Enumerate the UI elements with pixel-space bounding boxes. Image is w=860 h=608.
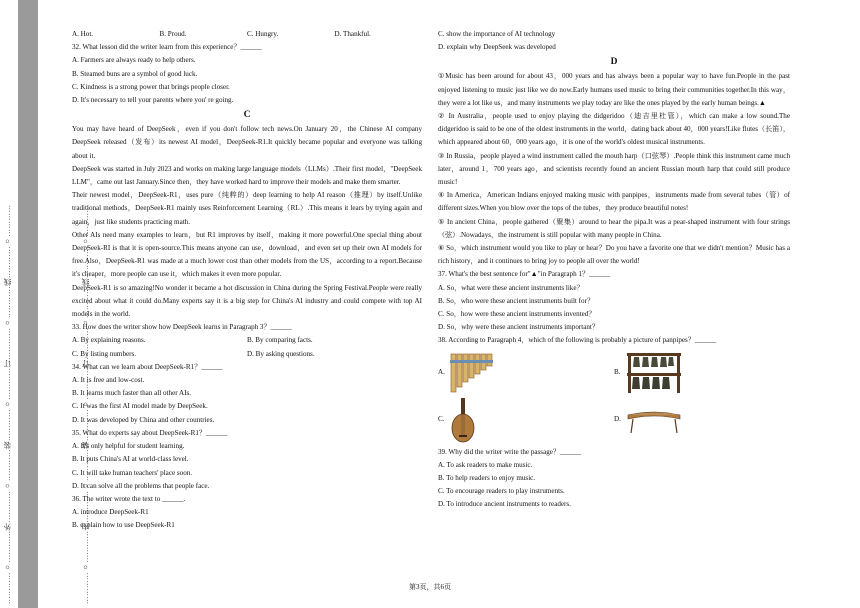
- passage-d-paragraph-3: ③ In Russia，people played a wind instrument called the mouth harp（口弦琴）.People think this instrument came much later，around 1，700 years ago，and scientists recently found an ancient Russian mouth harp that could still produce music!: [438, 151, 790, 187]
- q38-picture-options: [438, 350, 790, 444]
- passage-d-paragraph-5: ⑤ In ancient China，people gathered（聚集）around to hear the pipa.It was a pear-shaped instrument with four strings（弦）.Nowadays，the instrument is still popular with many people in China.: [438, 217, 790, 239]
- guzheng-icon: [625, 405, 683, 435]
- q38-option-c-label: C.: [438, 415, 445, 424]
- q34-option-c: C. It was the first AI model made by DeepSeek.: [72, 402, 208, 411]
- q36-question: 36. The writer wrote the text to ______.: [72, 494, 186, 503]
- q36-option-c: C. show the importance of AI technology: [438, 30, 556, 38]
- passage-c-paragraph-4: Other AIs need many examples to learn，but R1 improves by itself，making it more powerful.One special thing about DeepSeek-RI is that it is open-source.This means anyone can use，download，and even set up their own AI models for free.Also，DeepSeek-R1 was made at a much lower cost than other models from the US，according to a report.Because it's cheaper，more people can use it，which makes it even more popular.: [72, 230, 422, 279]
- q34-option-a: A. It is free and low-cost.: [72, 376, 145, 385]
- passage-d-paragraph-1: ①Music has been around for about 43，000 years and has always been a popular way to have fun.People in the past enjoyed listening to music just like we do now.Early humans used music to bring their communities together.In this way，they were a lot like us，and many instruments we play today are like the ones played by the early human beings.▲: [438, 72, 790, 107]
- q33-options-row-2: [72, 348, 422, 361]
- binding-outer-text: …………○…………外…………○…………装…………○…………订…………○…………线…………○…………: [3, 204, 12, 604]
- q31-options: [72, 28, 422, 41]
- q39-question: 39. Why did the writer write the passage？______: [438, 447, 582, 456]
- q33-option-b: B. By comparing facts.: [247, 336, 313, 345]
- q31-option-c: C. Hungry.: [247, 30, 279, 38]
- left-column: [72, 28, 422, 533]
- binding-outer-strip: [0, 0, 18, 608]
- q35-option-a: A. It's only helpful for student learning.: [72, 442, 185, 451]
- q32-option-a: A. Farmers are always ready to help others.: [72, 56, 196, 65]
- binding-student-info-strip: [18, 0, 38, 608]
- right-column: [438, 28, 790, 512]
- q37-option-a: A. So，what were these ancient instruments like？: [438, 283, 584, 292]
- q33-option-d: D. By asking questions.: [247, 349, 315, 358]
- q38-option-d-label: D.: [614, 415, 621, 424]
- passage-d-paragraph-6: ⑥ So，which instrument would you like to play or hear？Do you have a favorite one that we didn't mention？Music has a rich history，and it continues to bring joy to people all over the world!: [438, 244, 790, 266]
- q31-option-d: D. Thankful.: [334, 30, 371, 38]
- q39-option-d: D. To introduce ancient instruments to readers.: [438, 500, 571, 509]
- q34-option-d: D. It was developed by China and other countries.: [72, 415, 215, 424]
- q37-option-d: D. So，why were these ancient instruments important？: [438, 323, 599, 332]
- q32-option-b: B. Steamed buns are a symbol of good luck.: [72, 69, 198, 78]
- q39-option-a: A. To ask readers to make music.: [438, 460, 533, 469]
- q35-option-d: D. It can solve all the problems that people face.: [72, 481, 210, 490]
- q35-option-c: C. It will take human teachers' place soon.: [72, 468, 193, 477]
- q36-option-d: D. explain why DeepSeek was developed: [438, 43, 556, 52]
- q32-option-c: C. Kindness is a strong power that brings people closer.: [72, 82, 230, 91]
- passage-c-paragraph-3: Their newest model，DeepSeek-R1，uses pure（纯粹的）deep learning to help AI reason（推理）by itself.Unlike traditional methods，DeepSeek-R1 mainly uses Reinforcement Learning（RL）.This means it lears by trying again and again，just like students practicing math.: [72, 191, 422, 226]
- q38-option-a: [438, 350, 614, 396]
- panpipes-icon: [449, 352, 495, 394]
- section-heading-d: D: [610, 57, 618, 68]
- q34-question: 34. What can we learn about DeepSeek-R1？______: [72, 362, 223, 371]
- q37-question: 37. What's the best sentence for"▲"in Paragraph 1？______: [438, 270, 611, 279]
- q31-option-a: A. Hot.: [72, 30, 94, 38]
- q38-option-b: [614, 350, 790, 396]
- bianzhong-bells-icon: [625, 351, 683, 395]
- q38-option-a-label: A.: [438, 368, 445, 377]
- passage-d-paragraph-2: ② In Australia，people used to enjoy playing the didgeridoo（迪吉里杜管），which can make a low sound.The didgeridoo is said to be one of the oldest instruments in the world，dating back about 40，000 years!Like flutes（长笛），which appeared about 60，000 years ago，it is one of the world's oldest musical instruments.: [438, 112, 790, 147]
- q38-option-b-label: B.: [614, 368, 621, 377]
- q33-option-c: C. By listing numbers.: [72, 349, 137, 358]
- q35-question: 35. What do experts say about DeepSeek-R1？______: [72, 428, 228, 437]
- q37-option-c: C. So，how were these ancient instruments invented？: [438, 310, 596, 319]
- q39-option-c: C. To encourage readers to play instruments.: [438, 487, 565, 496]
- q39-option-b: B. To help readers to enjoy music.: [438, 474, 536, 483]
- q38-question: 38. According to Paragraph 4，which of the following is probably a picture of panpipes？______: [438, 336, 717, 345]
- q32-option-d: D. It's necessary to tell your parents where you' re going.: [72, 96, 234, 105]
- section-heading-c: C: [243, 110, 251, 121]
- passage-d-paragraph-4: ④ In America，American Indians enjoyed making music with panpipes，instruments made from several tubes（管）of different sizes.When you blow over the tops of the tubes，they produce beautiful notes!: [438, 191, 790, 213]
- q33-options-row-1: [72, 334, 422, 347]
- passage-c-paragraph-5: DeepSeek-R1 is so amazing!No wonder it became a hot discussion in China during the Spring Festival.People were really excited about what it could do.Many experts say it is a big step for China's AI industry and could compete with top AI models in the world.: [72, 283, 422, 319]
- pipa-icon: [449, 397, 477, 443]
- q34-option-b: B. It learns much faster than all other AIs.: [72, 389, 191, 398]
- page-number: 第3页，共6页: [409, 583, 451, 591]
- q38-option-c: [438, 396, 614, 444]
- q31-option-b: B. Proud.: [159, 30, 187, 38]
- q35-option-b: B. It puts China's AI at world-class level.: [72, 455, 189, 464]
- passage-c-paragraph-1: You may have heard of DeepSeek，even if you don't follow tech news.On January 20，the Chinese AI company DeepSeek released（发布）its newest AI model，DeepSeek-R1.It quickly became popular and everyone was talking about it.: [72, 125, 422, 160]
- binding-inner-text: …………○…………内…………○…………装…………○…………订…………○…………线…………○…………: [81, 204, 90, 604]
- q33-question: 33. How does the writer show how DeepSeek learns in Paragraph 3？______: [72, 323, 292, 332]
- q37-option-b: B. So，who were these ancient instruments built for？: [438, 296, 595, 305]
- q36-option-a: A. introduce DeepSeek-R1: [72, 508, 149, 517]
- q38-option-d: [614, 396, 790, 444]
- q36-option-b: B. explain how to use DeepSeek-R1: [72, 521, 175, 530]
- q32-question: 32. What lesson did the writer learn from this experience？______: [72, 43, 262, 52]
- passage-c-paragraph-2: DeepSeek was started in July 2023 and works on making large language models（LLMs）.Their first model，"DeepSeek LLM"，came out last January.Since then，they have worked hard to improve their models and make them smarter.: [72, 164, 422, 187]
- q33-option-a: A. By explaining reasons.: [72, 336, 146, 345]
